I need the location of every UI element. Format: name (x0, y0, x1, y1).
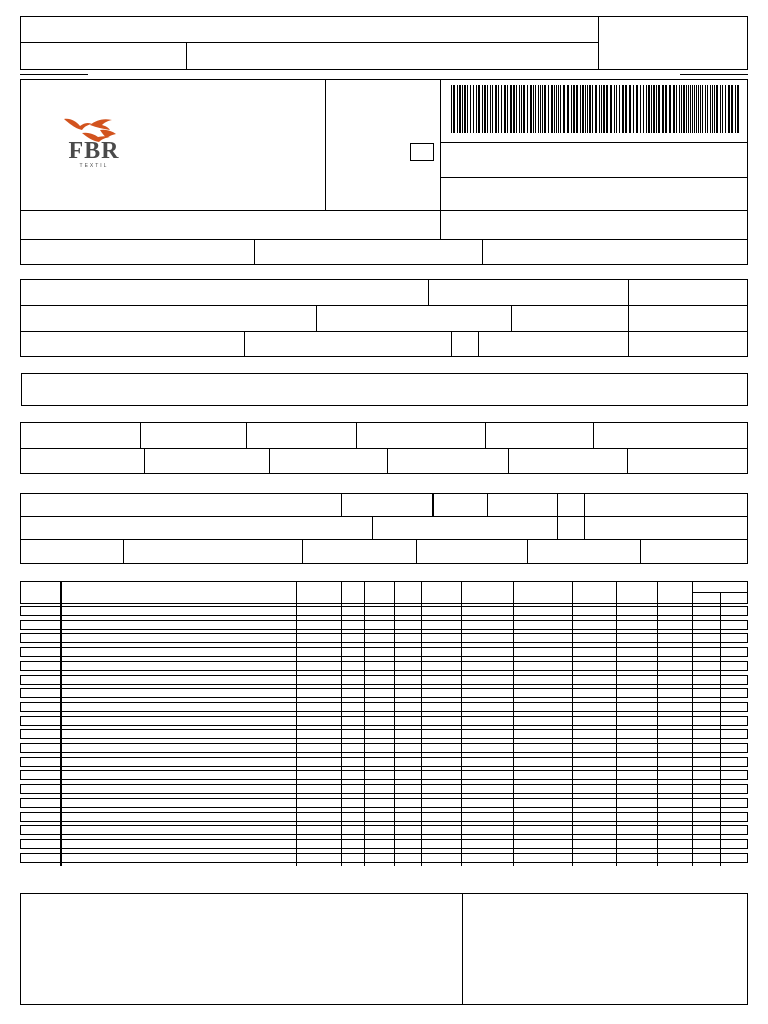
barcode-bar (548, 85, 549, 133)
header-right-divider (598, 16, 599, 70)
barcode-bar (516, 85, 517, 133)
barcode-bar (665, 85, 667, 133)
tax-cell (628, 449, 747, 473)
barcode-bar (698, 85, 699, 133)
barcode-bar (510, 85, 512, 133)
barcode-bar (646, 85, 647, 133)
recipient-div-c (316, 305, 317, 331)
barcode-bar (625, 85, 627, 133)
barcode-bar (540, 85, 541, 133)
table-row (20, 853, 748, 863)
transport-line-1 (20, 516, 748, 517)
barcode-bar (551, 85, 553, 133)
barcode-bar (688, 85, 689, 133)
barcode-bar (640, 85, 641, 133)
transport-div-i (416, 539, 417, 564)
barcode-bar (507, 85, 508, 133)
left-rule (20, 74, 88, 75)
barcode-bar (679, 85, 680, 133)
barcode-bar (683, 85, 685, 133)
barcode-bar (592, 85, 593, 133)
table-row (20, 633, 748, 643)
barcode-icon (451, 85, 741, 133)
barcode-bar (705, 85, 706, 133)
barcode-bar (589, 85, 591, 133)
barcode-bar (560, 85, 561, 133)
barcode-bar (521, 85, 522, 133)
issuer-divider-2 (440, 79, 441, 239)
table-row (20, 716, 748, 726)
barcode-bar (573, 85, 575, 133)
recipient-line-1 (20, 305, 748, 306)
logo-brand-text: FBR (68, 138, 120, 164)
tax-cell (357, 423, 486, 448)
barcode-bar (728, 85, 730, 133)
logo-sub-text: TEXTIL (79, 163, 109, 169)
barcode-bar (712, 85, 713, 133)
barcode-bar (619, 85, 620, 133)
recipient-div-b (628, 279, 629, 357)
barcode-bar (554, 85, 555, 133)
transport-div-g (123, 539, 124, 564)
barcode-bar (535, 85, 536, 133)
table-row (20, 770, 748, 780)
table-row (20, 825, 748, 835)
table-row (20, 729, 748, 739)
barcode-bar (700, 85, 701, 133)
table-row (20, 812, 748, 822)
barcode-bar (725, 85, 726, 133)
table-row (20, 784, 748, 794)
table-row (20, 798, 748, 808)
table-row (20, 620, 748, 630)
additional-info-divider (462, 893, 463, 1005)
barcode-bar (658, 85, 660, 133)
barcode-bar (542, 85, 543, 133)
tax-cell (21, 449, 145, 473)
barcode-bar (462, 85, 463, 133)
tax-cell (145, 449, 270, 473)
barcode-bar (714, 85, 715, 133)
barcode-bar (731, 85, 733, 133)
barcode-bar (716, 85, 718, 133)
recipient-line-2 (20, 331, 748, 332)
transport-div-b (432, 493, 434, 516)
transport-div-k (640, 539, 641, 564)
tax-cell (21, 423, 141, 448)
barcode-bar (527, 85, 528, 133)
barcode-bar (633, 85, 634, 133)
barcode-bar (643, 85, 644, 133)
items-subheader-line (692, 592, 748, 593)
barcode-bar (580, 85, 581, 133)
recipient-div-e (244, 331, 245, 357)
barcode-bar (595, 85, 597, 133)
table-row (20, 675, 748, 685)
direction-checkbox[interactable] (410, 143, 434, 161)
barcode-bar (476, 85, 477, 133)
tax-cell (509, 449, 628, 473)
transport-div-e (584, 493, 585, 539)
barcode-bar (735, 85, 736, 133)
barcode-bar (669, 85, 671, 133)
barcode-bar (676, 85, 677, 133)
table-row (20, 606, 748, 616)
barcode-bar (487, 85, 488, 133)
transport-div-a (341, 493, 342, 516)
barcode-bar (690, 85, 691, 133)
barcode-bar (722, 85, 723, 133)
transport-div-c (487, 493, 488, 516)
table-row (20, 702, 748, 712)
header-mid-divider (186, 42, 187, 70)
barcode-bar (603, 85, 605, 133)
table-row (20, 757, 748, 767)
transport-div-f (372, 516, 373, 539)
barcode-bar (473, 85, 474, 133)
barcode-bar (616, 85, 617, 133)
barcode-bar (558, 85, 559, 133)
barcode-bar (451, 85, 452, 133)
barcode-bar (692, 85, 693, 133)
issuer-row-line-1 (20, 210, 748, 211)
issuer-bottom-div-1 (254, 239, 255, 265)
barcode-bar (470, 85, 471, 133)
barcode-under-line-2 (440, 177, 748, 178)
recipient-div-d (511, 305, 512, 331)
table-row (20, 743, 748, 753)
barcode-bar (495, 85, 497, 133)
barcode-bar (467, 85, 468, 133)
barcode-bar (629, 85, 631, 133)
barcode-bar (576, 85, 578, 133)
barcode-bar (636, 85, 638, 133)
additional-info-block (20, 893, 748, 1005)
barcode-bar (702, 85, 703, 133)
barcode-bar (587, 85, 588, 133)
barcode-bar (571, 85, 572, 133)
items-rows (20, 606, 748, 866)
barcode-bar (490, 85, 491, 133)
barcode-bar (610, 85, 612, 133)
barcode-bar (681, 85, 682, 133)
barcode-bar (601, 85, 602, 133)
barcode-bar (464, 85, 466, 133)
barcode-bar (478, 85, 480, 133)
transport-line-2 (20, 539, 748, 540)
barcode-bar (673, 85, 675, 133)
transport-block (20, 493, 748, 564)
barcode-bar (662, 85, 664, 133)
barcode-bar (513, 85, 515, 133)
barcode-bar (710, 85, 711, 133)
barcode-bar (544, 85, 546, 133)
recipient-div-a (428, 279, 429, 305)
barcode-bar (453, 85, 455, 133)
barcode-bar (694, 85, 695, 133)
items-header (20, 581, 748, 604)
right-rule (680, 74, 748, 75)
transport-div-d (557, 493, 558, 539)
tax-cell (270, 449, 388, 473)
recipient-block (20, 279, 748, 357)
barcode-bar (720, 85, 721, 133)
table-row (20, 661, 748, 671)
barcode-bar (457, 85, 458, 133)
barcode-bar (696, 85, 697, 133)
issuer-divider-1 (325, 79, 326, 210)
barcode-bar (498, 85, 499, 133)
barcode-bar (567, 85, 569, 133)
tax-cell (247, 423, 357, 448)
barcode-bar (707, 85, 708, 133)
header-box (20, 16, 748, 70)
barcode-bar (606, 85, 608, 133)
transport-div-j (527, 539, 528, 564)
barcode-bar (538, 85, 539, 133)
issuer-row-line-2 (20, 239, 748, 240)
barcode-bar (585, 85, 586, 133)
barcode-bar (459, 85, 461, 133)
barcode-bar (651, 85, 652, 133)
barcode-under-line (440, 142, 748, 143)
barcode-bar (484, 85, 486, 133)
table-row (20, 647, 748, 657)
transport-div-h (302, 539, 303, 564)
header-divider (20, 42, 599, 43)
barcode-bar (582, 85, 584, 133)
barcode-bar (599, 85, 600, 133)
barcode-bar (519, 85, 520, 133)
barcode-bar (533, 85, 534, 133)
barcode-bar (737, 85, 739, 133)
barcode-bar (656, 85, 657, 133)
barcode-bar (648, 85, 650, 133)
barcode-bar (530, 85, 532, 133)
barcode-bar (523, 85, 525, 133)
barcode-bar (622, 85, 624, 133)
table-row (20, 839, 748, 849)
tax-cell (594, 423, 747, 448)
tax-cell (486, 423, 594, 448)
issuer-bottom-div-2 (482, 239, 483, 265)
invoice-block (21, 373, 748, 406)
barcode-bar (653, 85, 655, 133)
barcode-bar (556, 85, 557, 133)
barcode-bar (686, 85, 687, 133)
tax-cell (141, 423, 247, 448)
tax-row-1 (20, 422, 748, 449)
recipient-div-g (478, 331, 479, 357)
barcode-bar (501, 85, 502, 133)
barcode-bar (482, 85, 483, 133)
tax-row-2 (20, 448, 748, 474)
table-row (20, 688, 748, 698)
barcode-bar (504, 85, 506, 133)
recipient-div-f (451, 331, 452, 357)
barcode-bar (492, 85, 493, 133)
tax-cell (388, 449, 509, 473)
company-logo (46, 96, 142, 192)
barcode-bar (614, 85, 615, 133)
barcode-bar (563, 85, 565, 133)
